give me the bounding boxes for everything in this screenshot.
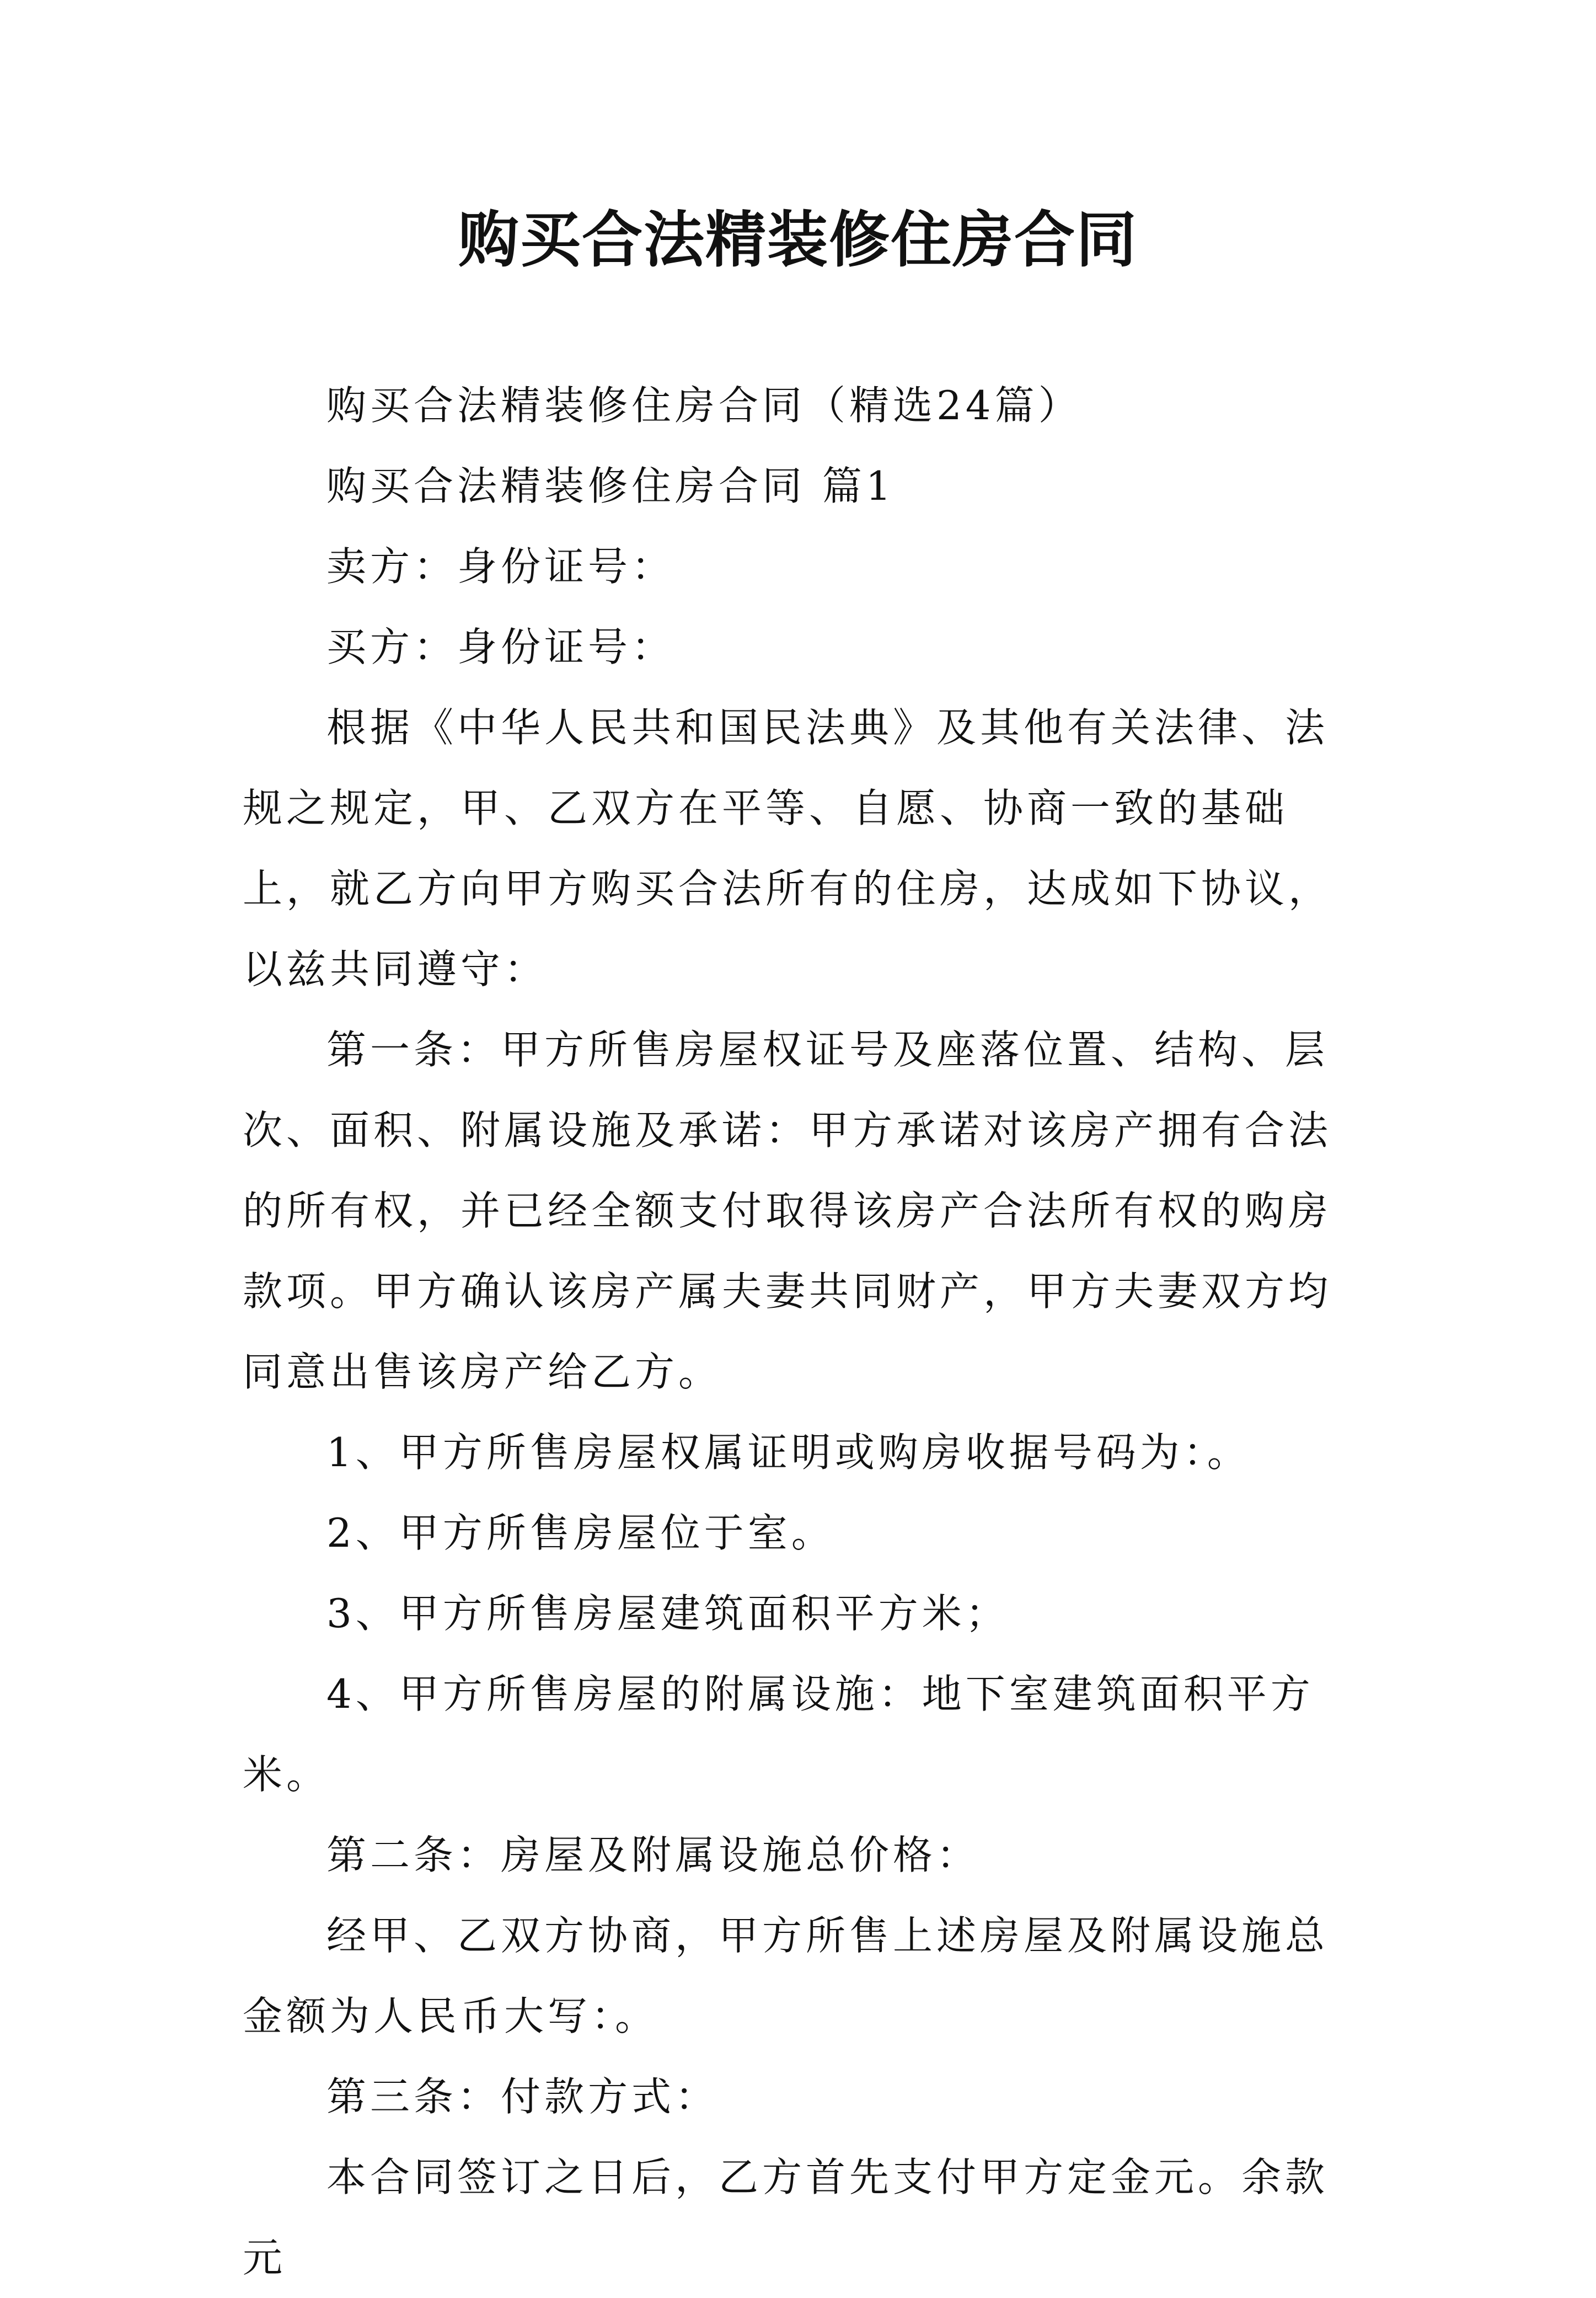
paragraph-article-3: 第三条：付款方式： xyxy=(326,2073,719,2120)
paragraph-item-1: 1、甲方所售房屋权属证明或购房收据号码为：。 xyxy=(326,1429,1251,1476)
paragraph-article-1: 第一条：甲方所售房屋权证号及座落位置、结构、层次、面积、附属设施及承诺：甲方承诺对该房产拥有合法的所有权，并已经全额支付取得该房产合法所有权的购房款项。甲方确认该房产属夫妻共同财产，甲方夫妻双方均同意出售该房产给乙方。 xyxy=(243,1027,1332,1395)
paragraph-preamble: 根据《中华人民共和国民法典》及其他有关法律、法规之规定，甲、乙双方在平等、自愿、协商一致的基础上，就乙方向甲方购买合法所有的住房，达成如下协议，以兹共同遵守： xyxy=(243,704,1332,992)
document-body xyxy=(243,365,1368,2298)
paragraph-payment: 本合同签订之日后，乙方首先支付甲方定金元。余款元 xyxy=(243,2154,1329,2281)
paragraph-buyer: 买方：身份证号： xyxy=(326,624,676,670)
paragraph-item-2: 2、甲方所售房屋位于室。 xyxy=(326,1510,835,1556)
paragraph-item-4: 4、甲方所售房屋的附属设施：地下室建筑面积平方米。 xyxy=(243,1671,1314,1798)
paragraph-section-heading: 购买合法精装修住房合同 篇1 xyxy=(326,463,895,509)
paragraph-article-2: 第二条：房屋及附属设施总价格： xyxy=(326,1832,981,1878)
paragraph-seller: 卖方：身份证号： xyxy=(326,543,676,590)
paragraph-collection-title: 购买合法精装修住房合同（精选24篇） xyxy=(326,382,1082,429)
paragraph-item-3: 3、甲方所售房屋建筑面积平方米； xyxy=(326,1590,1009,1637)
document-title: 购买合法精装修住房合同 xyxy=(458,204,1138,275)
paragraph-price: 经甲、乙双方协商，甲方所售上述房屋及附属设施总金额为人民币大写：。 xyxy=(243,1912,1329,2039)
